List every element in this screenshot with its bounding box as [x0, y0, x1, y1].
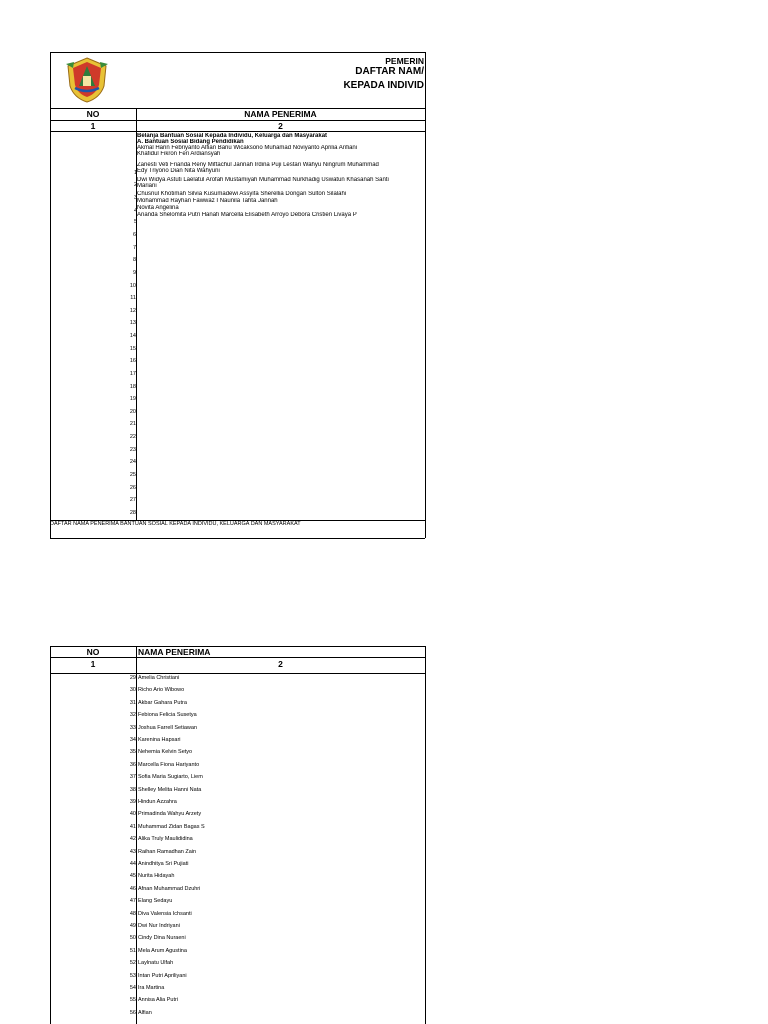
column-header-nama: NAMA PENERIMA	[244, 109, 317, 119]
recipient-name: Nehemia Kelvin Setyo	[138, 749, 193, 756]
row-number: 56	[129, 1009, 136, 1016]
row-number: 45	[129, 873, 136, 880]
recipient-name: Joshua Farrell Setiawan	[138, 724, 198, 731]
row-number: 22	[129, 434, 136, 441]
column-index-2: 2	[278, 121, 283, 131]
recipient-name: Mela Arum Agustina	[138, 947, 187, 954]
column-index-2: 2	[278, 659, 283, 669]
recipient-name: Alfian	[138, 1009, 152, 1016]
row-number: 52	[129, 960, 136, 967]
row-number: 32	[129, 712, 136, 719]
row-number: 8	[132, 257, 136, 264]
table2-mid-border	[50, 657, 425, 658]
row-number: 18	[129, 383, 136, 390]
row-number: 40	[129, 811, 136, 818]
row-number: 9	[132, 269, 136, 276]
row-number: 33	[129, 724, 136, 731]
recipient-name: Cindy Dina Nuraeni	[138, 935, 186, 942]
recipient-name: Afnan Muhammad Dzuhri	[138, 885, 201, 892]
row-number: 37	[129, 774, 136, 781]
recipient-name: Sofia Maria Sugiarto, Liem	[138, 774, 203, 781]
table2-column-divider	[136, 646, 137, 1024]
row-number: 11	[130, 295, 136, 302]
row-number: 2	[133, 182, 137, 188]
page-footer: DAFTAR NAMA PENERIMA BANTUAN SOSIAL KEPADA INDIVIDU, KELUARGA DAN MASYARAKAT	[50, 521, 301, 527]
recipient-line: Novita Angelina	[137, 205, 179, 211]
row-number: 39	[129, 799, 136, 805]
recipient-name: Karenina Hapsari	[138, 737, 181, 743]
row-number: 27	[129, 497, 136, 504]
recipient-name: Shelley Melita Hanni Nata	[138, 786, 202, 793]
row-number: 24	[129, 459, 136, 466]
row-number: 47	[129, 898, 136, 905]
recipient-name: Diva Valensia Ichsanti	[138, 910, 192, 917]
row-number: 48	[129, 910, 136, 917]
row-number: 36	[129, 761, 136, 768]
column-index-1: 1	[90, 121, 96, 131]
section-subheading: A. Bantuan Sosial Bidang Pendidikan	[137, 139, 244, 145]
row-number: 23	[129, 446, 136, 453]
row-number: 21	[129, 421, 136, 428]
row-number: 19	[129, 396, 136, 403]
row-number: 49	[129, 923, 136, 929]
row-number: 42	[129, 836, 136, 843]
row-number: 35	[129, 749, 136, 756]
row-number: 51	[129, 947, 136, 954]
recipient-line: Dwi Widya Astuti Laelatul Arofah Mustamiyah Muhammad Nurkhadig Uswatun Khasanah Santi	[137, 177, 389, 183]
recipient-line: Edy Triyono Dian Nita Wahyuni	[137, 168, 220, 174]
row-number: 26	[129, 484, 136, 491]
row-number: 50	[129, 935, 136, 942]
row-number: 34	[129, 737, 136, 743]
row-number: 17	[129, 370, 136, 377]
row-number: 29	[129, 675, 136, 681]
recipient-name: Annisa Alia Putri	[138, 997, 179, 1004]
row-number: 53	[129, 972, 136, 979]
recipient-name: Elang Sedayu	[138, 898, 173, 905]
row-number: 44	[129, 861, 136, 867]
column-index-1: 1	[90, 659, 96, 669]
row-number: 46	[129, 885, 136, 892]
recipient-name: Hindun Azzahra	[138, 799, 177, 805]
row-number: 10	[129, 282, 136, 289]
recipient-name: Anindhitya Sri Pujiati	[138, 861, 189, 867]
recipient-name: Febiona Felicia Susetya	[138, 712, 197, 719]
row-number: 15	[129, 345, 136, 352]
row-number: 6	[132, 232, 136, 238]
section-heading: Belanja Bantuan Sosial Kepada Individu, Keluarga dan Masyarakat	[137, 133, 328, 139]
recipient-name: Dwi Nur Indriyani	[138, 923, 180, 929]
row-number: 4	[133, 208, 137, 214]
recipient-name: Muhammad Zidan Bagas S	[138, 823, 205, 830]
row-number: 28	[129, 509, 136, 516]
recipient-line: Ananda Shelomita Putri Hanafi Marcella Elisabeth Arroyo Debora Cristien Livaya P	[137, 212, 357, 218]
column-header-no: NO	[86, 109, 100, 119]
recipient-name: Richo Ario Wibowo	[138, 687, 185, 694]
row-number: 7	[132, 244, 136, 251]
row-number: 13	[129, 320, 136, 327]
recipient-name: Alika Truly Maulididina	[138, 836, 193, 843]
recipient-line: Mohammad Rayhan Fawwaz I Naunila Tahta Jannah	[137, 198, 278, 204]
row-number: 20	[129, 408, 136, 415]
row-number: 30	[129, 687, 136, 694]
recipient-name: Ira Martina	[138, 985, 165, 991]
table2-header-bottom-border	[50, 673, 425, 674]
row-number: 3	[133, 195, 137, 201]
page-title-line-3: KEPADA INDIVID	[343, 80, 424, 91]
row-number: 54	[129, 985, 136, 991]
row-number: 43	[129, 848, 136, 855]
row-number: 41	[129, 823, 136, 830]
column-header-nama: NAMA PENERIMA	[138, 647, 211, 657]
table2-right-border	[425, 646, 426, 1024]
page-title-line-1: PEMERIN	[385, 56, 424, 66]
recipient-line: Akmal Harin Febriyanto Alfian Banu Wicaksono Muhamad Noviyanto Aprilia Arifiani	[137, 145, 358, 151]
row-number: 31	[129, 699, 136, 706]
recipient-name: Intan Putri Apriliyani	[138, 972, 187, 979]
recipient-name: Raihan Ramadhan Zain	[138, 848, 197, 855]
row-number: 1	[133, 170, 137, 176]
recipient-name: Marcella Fiona Hariyanto	[138, 761, 200, 768]
recipient-name: Akbar Gahara Putra	[138, 699, 187, 706]
page-title-line-2: DAFTAR NAM/	[355, 66, 424, 77]
row-number: 16	[129, 358, 136, 365]
recipient-name: Amelia Christiani	[138, 675, 180, 681]
recipient-line: Chusnul Khotimah Silvia Kusumadewi Assyifa Sherellia Dongan Sulton Silalahi	[137, 191, 347, 197]
row-number: 5	[133, 219, 137, 225]
row-number: 14	[129, 333, 136, 340]
recipient-name: Nurita Hidayah	[138, 873, 175, 880]
recipient-name: Laylnatu Ulfah	[138, 960, 174, 967]
row-number: 38	[129, 786, 136, 793]
row-number: 55	[129, 997, 136, 1004]
recipient-line: Khafidul Fikron Feri Ardiansyah	[137, 151, 221, 157]
row-number: 12	[129, 307, 136, 314]
column-header-no: NO	[86, 647, 100, 657]
row-number: 25	[129, 471, 136, 478]
recipient-line: Mariani	[137, 183, 157, 189]
recipient-line: Zanesti Veti Frianda Reny Miftachul Jannah Irdina Puji Lestari Wahyu Ningrum Muhammad	[137, 162, 379, 168]
recipient-name: Primadinda Wahyu Arzety	[138, 811, 202, 818]
